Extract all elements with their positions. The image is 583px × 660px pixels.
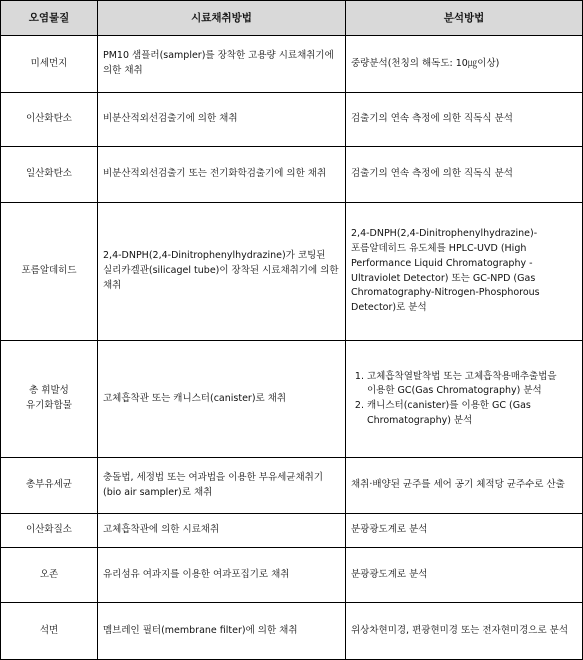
table-row [1, 36, 583, 93]
pollutant-cell: 석면 [1, 603, 98, 660]
table-row [1, 603, 583, 660]
header-analysis-method: 분석방법 [346, 1, 583, 36]
pollutant-cell: 총부유세균 [1, 458, 98, 514]
analysis-method-cell: 위상차현미경, 편광현미경 또는 전자현미경으로 분석 [346, 603, 583, 660]
table-row [1, 548, 583, 603]
analysis-method-cell: 검출기의 연속 측정에 의한 직독식 분석 [346, 147, 583, 203]
list-item: 2. 캐니스터(canister)를 이용한 GC (Gas Chromatography) 분석 [367, 399, 577, 428]
header-sampling-method: 시료채취방법 [98, 1, 346, 36]
table-row [1, 458, 583, 514]
pollutant-cell: 총 휘발성 유기화합물 [1, 341, 98, 458]
pollutant-cell: 이산화탄소 [1, 93, 98, 147]
sampling-method-cell: 고체흡착관에 의한 시료채취 [98, 514, 346, 548]
table-row [1, 203, 583, 341]
table-row [1, 341, 583, 458]
analysis-method-cell: 채취·배양된 균주를 세어 공기 체적당 균주수로 산출 [346, 458, 583, 514]
sampling-method-cell: PM10 샘플러(sampler)를 장착한 고용량 시료채취기에 의한 채취 [98, 36, 346, 93]
sampling-method-cell: 유리섬유 여과지를 이용한 여과포집기로 채취 [98, 548, 346, 603]
list-item: 1. 고체흡착열탈착법 또는 고체흡착용매추출법을 이용한 GC(Gas Chromatography) 분석 [367, 370, 577, 399]
table-row [1, 514, 583, 548]
sampling-method-cell: 비분산적외선검출기에 의한 채취 [98, 93, 346, 147]
sampling-method-cell: 충돌법, 세정법 또는 여과법을 이용한 부유세균채취기(bio air sampler)로 채취 [98, 458, 346, 514]
analysis-method-cell: 분광광도계로 분석 [346, 514, 583, 548]
analysis-method-cell: 분광광도계로 분석 [346, 548, 583, 603]
pollutant-cell: 포름알데히드 [1, 203, 98, 341]
header-pollutant: 오염물질 [1, 1, 98, 36]
analysis-method-cell: 2,4-DNPH(2,4-Dinitrophenylhydrazine)-포름알데히드 유도체를 HPLC-UVD (High Performance Liquid Chromatography -Ultraviolet Detector) 또는 GC-NPD (Gas Chromatography-Nitrogen-Phosphorous Detector)로 분석 [346, 203, 583, 341]
sampling-method-cell: 고체흡착관 또는 캐니스터(canister)로 채취 [98, 341, 346, 458]
sampling-method-cell: 비분산적외선검출기 또는 전기화학검출기에 의한 채취 [98, 147, 346, 203]
pollutant-cell: 오존 [1, 548, 98, 603]
table-header-row [1, 1, 583, 36]
table-row [1, 147, 583, 203]
analysis-method-cell: 검출기의 연속 측정에 의한 직독식 분석 [346, 93, 583, 147]
pollutant-cell: 일산화탄소 [1, 147, 98, 203]
analysis-method-cell [346, 341, 583, 458]
analysis-method-cell: 중량분석(천칭의 해독도: 10㎍이상) [346, 36, 583, 93]
analysis-method-list [351, 370, 577, 429]
sampling-method-cell: 멤브레인 필터(membrane filter)에 의한 채취 [98, 603, 346, 660]
pollutant-cell: 미세먼지 [1, 36, 98, 93]
table-row [1, 93, 583, 147]
pollutant-cell: 이산화질소 [1, 514, 98, 548]
sampling-method-cell: 2,4-DNPH(2,4-Dinitrophenylhydrazine)가 코팅된 실리카겔관(silicagel tube)이 장착된 시료채취기에 의한 채취 [98, 203, 346, 341]
